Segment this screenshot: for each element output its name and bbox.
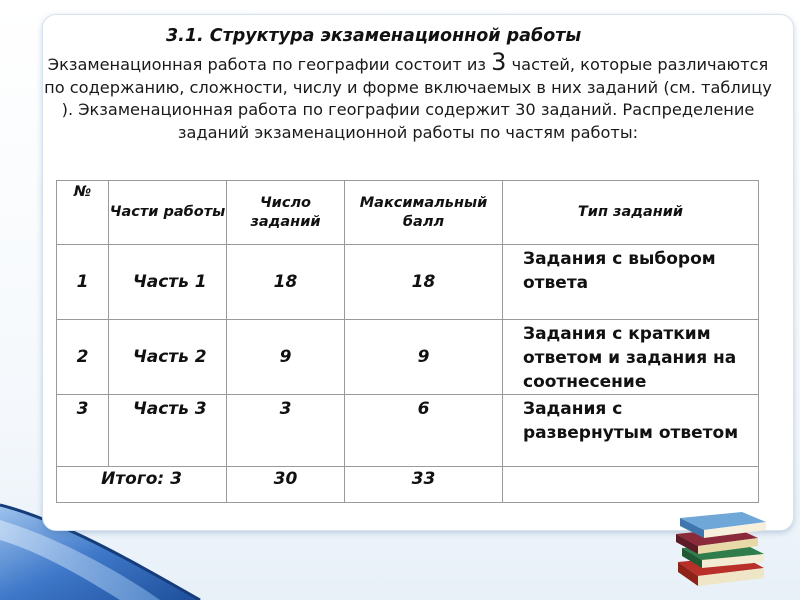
table-row (57, 395, 759, 467)
header-type: Тип заданий (503, 181, 759, 245)
total-max-score: 33 (345, 467, 503, 503)
row-no: 2 (57, 320, 109, 395)
row-part: Часть 2 (109, 320, 227, 395)
row-count: 18 (227, 245, 345, 320)
header-no: № (57, 181, 109, 245)
table-row (57, 245, 759, 320)
intro-paragraph (44, 48, 772, 144)
row-max-score: 9 (345, 320, 503, 395)
row-part: Часть 3 (109, 395, 227, 467)
header-max-score: Максимальный балл (345, 181, 503, 245)
table-total-row (57, 467, 759, 503)
header-count: Число заданий (227, 181, 345, 245)
row-max-score: 18 (345, 245, 503, 320)
row-part: Часть 1 (109, 245, 227, 320)
intro-text-before: Экзаменационная работа по географии состоит из (47, 55, 492, 74)
table-header-row (57, 181, 759, 245)
books-stack-icon (672, 506, 772, 588)
row-max-score: 6 (345, 395, 503, 467)
header-parts: Части работы (109, 181, 227, 245)
intro-text-after: частей, которые различаются по содержанию, сложности, числу и форме включаемых в них заданий (см. таблицу ). Экзаменационная работа по географии содержит 30 заданий. Распределение заданий экзаменационной работы по частям работы: (44, 55, 772, 142)
total-type (503, 467, 759, 503)
table-row (57, 320, 759, 395)
row-no: 3 (57, 395, 109, 467)
row-type: Задания с кратким ответом и задания на соотнесение (503, 320, 759, 395)
row-type: Задания с развернутым ответом (503, 395, 759, 467)
intro-parts-count: 3 (491, 48, 507, 76)
total-count: 30 (227, 467, 345, 503)
slide-title: 3.1. Структура экзаменационной работы (166, 26, 582, 46)
row-type: Задания с выбором ответа (503, 245, 759, 320)
total-label: Итого: 3 (57, 467, 227, 503)
row-count: 9 (227, 320, 345, 395)
row-count: 3 (227, 395, 345, 467)
exam-structure-table (56, 180, 759, 503)
row-no: 1 (57, 245, 109, 320)
